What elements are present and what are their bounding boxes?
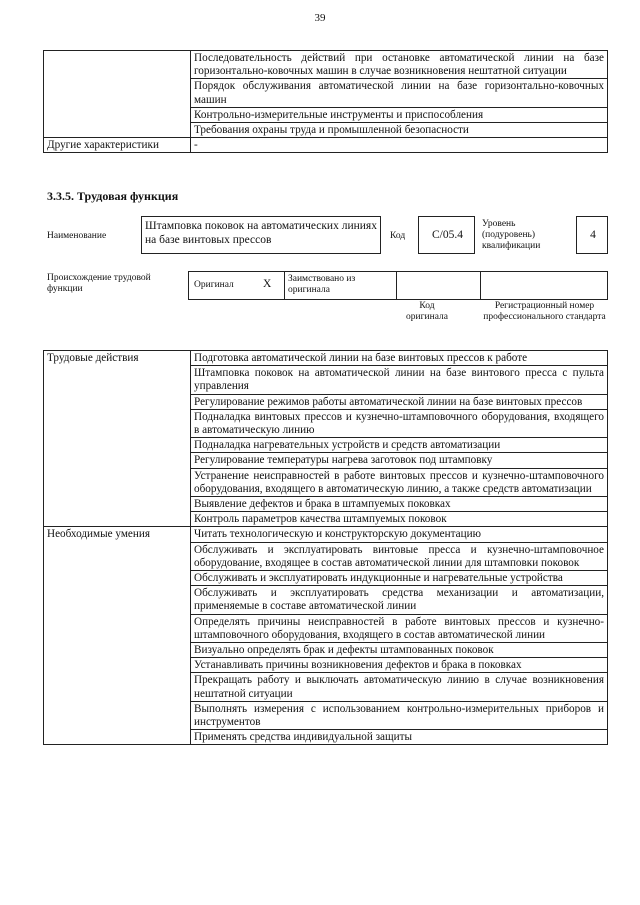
table-cell: Порядок обслуживания автоматической линии на базе горизонтально-ковочных машин [191,79,608,107]
code-value: C/05.4 [432,229,463,241]
code-box [418,216,475,254]
table-cell: Визуально определять брак и дефекты штампованных поковок [191,643,608,658]
function-name: Штамповка поковок на автоматических линиях на базе винтовых прессов [145,220,377,246]
name-label: Наименование [47,231,107,241]
table-cell: Подготовка автоматической линии на базе винтовых прессов к работе [191,351,608,366]
table-cell: Регулирование режимов работы автоматической линии на базе винтовых прессов [191,394,608,409]
table-cell: Регулирование температуры нагрева заготовок под штамповку [191,453,608,468]
reg-number-caption: Регистрационный номер профессионального стандарта [483,301,606,322]
origin-original-box [188,271,285,300]
origin-code-box [396,271,481,300]
table-cell: Обслуживать и эксплуатировать средства механизации и автоматизации, применяемые в составе автоматической линии [191,586,608,614]
origin-reg-box [480,271,608,300]
table-row [44,351,608,366]
table-cell: Применять средства индивидуальной защиты [191,730,608,745]
table-cell: Подналадка винтовых прессов и кузнечно-штамповочного оборудования, входящего в автоматическую линию [191,409,608,437]
origin-borrowed-box [284,271,397,300]
original-label: Оригинал [194,280,234,290]
table-cell: Прекращать работу и выключать автоматическую линию в случае возникновения нештатной ситуации [191,673,608,701]
borrowed-label: Заимствовано из оригинала [288,274,356,295]
table-cell: Устранение неисправностей в работе винтовых прессов и кузнечно-штамповочного оборудования, входящего в автоматическую линию, а также средств автоматизации [191,468,608,496]
table-cell: Контроль параметров качества штампуемых поковок [191,512,608,527]
section-heading: 3.3.5. Трудовая функция [47,189,179,203]
row-group-label: Другие характеристики [44,138,191,153]
table-cell: Обслуживать и эксплуатировать индукционные и нагревательные устройства [191,571,608,586]
level-label: Уровень (подуровень) квалификации [482,219,541,251]
origin-label: Происхождение трудовой функции [47,273,151,294]
table-cell: Контрольно-измерительные инструменты и приспособления [191,107,608,122]
table-cell: - [191,138,608,153]
level-box [576,216,608,254]
table-cell: Штамповка поковок на автоматической линии на базе винтового пресса с пульта управления [191,366,608,394]
table-row [44,138,608,153]
page-number: 39 [314,12,326,24]
table-cell: Читать технологическую и конструкторскую документацию [191,527,608,542]
level-value: 4 [590,229,596,241]
table-cell: Устанавливать причины возникновения дефектов и брака в поковках [191,658,608,673]
table-cell: Подналадка нагревательных устройств и средств автоматизации [191,438,608,453]
code-label: Код [390,231,406,241]
table-row [44,51,608,79]
table-cell: Требования охраны труда и промышленной безопасности [191,123,608,138]
table-cell: Обслуживать и эксплуатировать винтовые пресса и кузнечно-штамповочное оборудование, входящее в состав автоматической линии для штамповки поковок [191,542,608,570]
original-mark: X [263,278,272,290]
table-row [44,527,608,542]
row-group-label: Необходимые умения [44,527,191,745]
knowledge-table [43,50,608,153]
row-group-label [44,51,191,138]
code-original-caption: Код оригинала [406,301,448,322]
name-box [141,216,381,254]
row-group-label: Трудовые действия [44,351,191,527]
table-cell: Определять причины неисправностей в работе винтовых прессов и кузнечно-штамповочного оборудования, входящего в состав автоматической линии [191,614,608,642]
function-table [43,350,608,745]
table-cell: Выполнять измерения с использованием контрольно-измерительных приборов и инструментов [191,701,608,729]
table-cell: Последовательность действий при остановке автоматической линии на базе горизонтально-ковочных машин в случае возникновения нештатной ситуации [191,51,608,79]
table-cell: Выявление дефектов и брака в штампуемых поковках [191,497,608,512]
